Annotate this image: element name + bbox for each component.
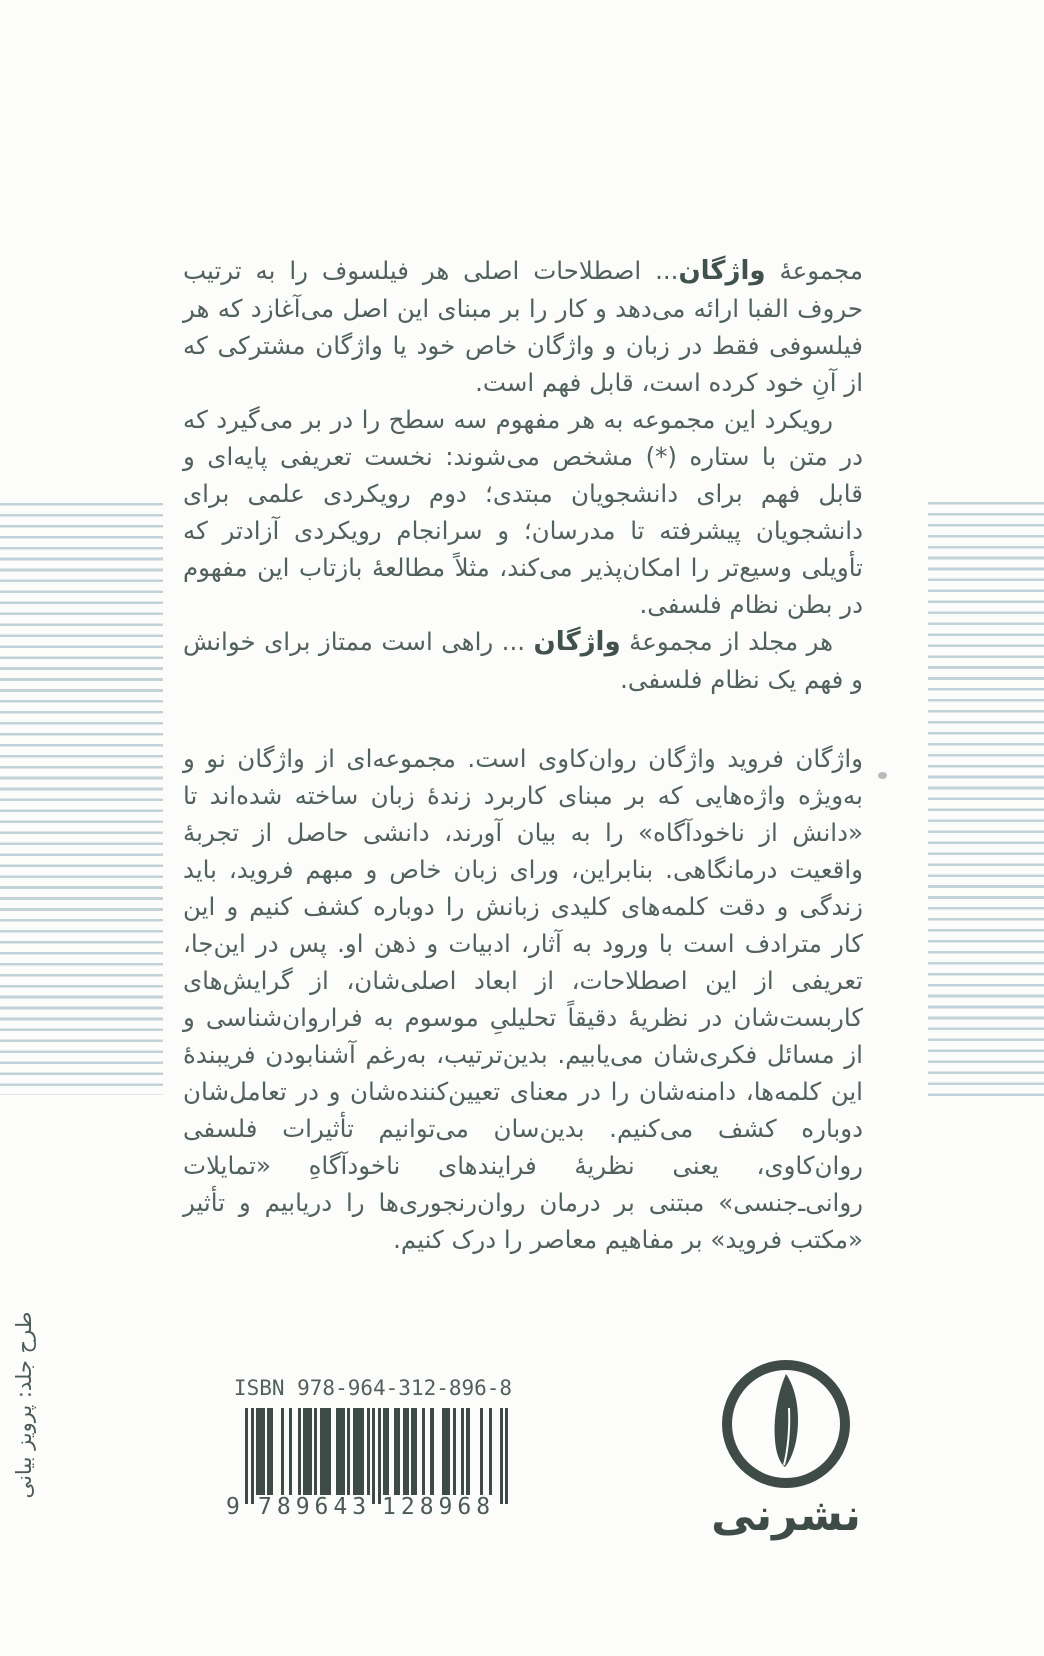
series-title: واژگان [533,627,621,657]
reed-leaf-icon [732,1370,840,1478]
series-intro-paragraph [183,252,863,401]
ney-reed-logo-icon [722,1360,850,1488]
paragraph-text: ... راهی است ممتاز برای خوانش و فهم یک نظام فلسفی. [183,627,863,694]
barcode-digit-group: 789643 [258,1494,372,1520]
series-title: واژگان [678,256,766,286]
cover-design-credit: طرح جلد: پرویز بیانی [12,1311,36,1499]
decorative-stripes-right [928,502,1044,1098]
decorative-stripes-left [0,503,163,1095]
series-approach-paragraph: رویکرد این مجموعه به هر مفهوم سه سطح را در بر می‌گیرد که در متن با ستاره (*) مشخص می‌شوند: نخست تعریفی پایه‌ای و قابل فهم برای دانشجویان مبتدی؛ دوم رویکردی علمی برای دانشجویان پیشرفته تا مدرسان؛ و سرانجام رویکردی آزادتر که تأویلی وسیع‌تر را امکان‌پذیر می‌کند، مثلاً مطالعهٔ بازتاب این مفهوم در بطن نظام فلسفی. [183,405,863,619]
paragraph-text: مجموعهٔ [765,256,863,285]
ean13-barcode [245,1408,508,1504]
barcode-digit-group: 128968 [382,1494,496,1520]
paragraph-text: ... اصطلاحات اصلی هر فیلسوف را به ترتیب حروف الفبا ارائه می‌دهد و کار را بر مبنای این اصل می‌آغازد که هر فیلسوفی فقط در زبان و واژگان خاص خود یا واژگان مشترکی که از آنِ خود کرده است، قابل فهم است. [183,256,863,397]
series-closing-paragraph [183,623,863,698]
publisher-name: نشرنی [711,1490,861,1541]
isbn-label: ISBN 978-964-312-896-8 [233,1376,513,1400]
scan-speck [878,772,887,779]
book-description-paragraph: واژگان فروید واژگان روان‌کاوی است. مجموعه‌ای از واژگان نو و به‌ویژه واژه‌هایی که بر مبنای کاربرد زندهٔ زبان ساخته شده‌اند تا «دانش از ناخودآگاه» را به بیان آورند، دانشی حاصل از تجربهٔ واقعیت درمانگاهی. بنابراین، ورای زبان خاص و مبهم فروید، باید زندگی و دقت کلمه‌های کلیدی زبانش را دوباره کشف کنیم و این کار مترادف است با ورود به آثار، ادبیات و ذهن او. پس در این‌جا، تعریفی از این اصطلاحات، از ابعاد اصلی‌شان، از گرایش‌های کاربست‌شان در نظریهٔ دقیقاً تحلیلیِ موسوم به فراروان‌شناسی و از مسائل فکری‌شان می‌یابیم. بدین‌ترتیب، به‌رغم آشنابودن فریبندهٔ این کلمه‌ها، دامنه‌شان را در معنای تعیین‌کننده‌شان و در تعامل‌شان دوباره کشف می‌کنیم. بدین‌سان می‌توانیم تأثیرات فلسفی روان‌کاوی، یعنی نظریهٔ فرایندهای ناخودآگاهِ «تمایلات روانی‌ـ‌جنسی» مبتنی بر درمان روان‌رنجوری‌ها را دریابیم و تأثیر «مکتب فروید» بر مفاهیم معاصر را درک کنیم. [183,744,863,1254]
paragraph-text: هر مجلد از مجموعهٔ [620,627,833,656]
blurb-text-block [183,252,863,1258]
barcode-digit-group: 9 [226,1494,240,1520]
